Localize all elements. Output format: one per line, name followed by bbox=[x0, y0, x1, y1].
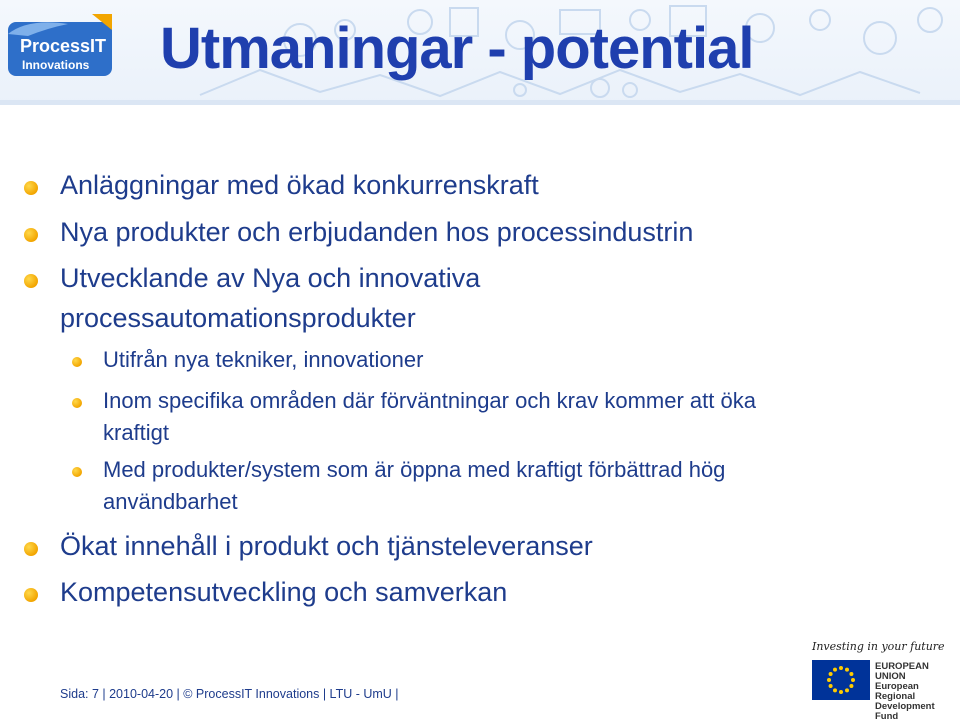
bullet-dot-icon bbox=[24, 274, 38, 288]
sub-bullet-text: Med produkter/system som är öppna med kraftigt förbättrad hög bbox=[103, 457, 726, 482]
eu-text-line: UNION bbox=[875, 671, 906, 682]
bullet-text: Nya produkter och erbjudanden hos processindustrin bbox=[60, 217, 694, 247]
logo-text-line2: Innovations bbox=[22, 58, 90, 72]
sub-bullet-item bbox=[103, 390, 756, 444]
sub-bullet-text-continued: kraftigt bbox=[103, 420, 170, 445]
sub-bullet-text-continued: användbarhet bbox=[103, 489, 238, 514]
processit-logo bbox=[8, 14, 118, 80]
bullet-item bbox=[60, 579, 507, 606]
bullet-dot-icon bbox=[24, 181, 38, 195]
bullet-item bbox=[60, 219, 693, 246]
header-banner bbox=[0, 0, 960, 105]
eu-text-line: Development Fund bbox=[875, 701, 935, 722]
sub-bullet-dot-icon bbox=[72, 398, 82, 408]
slide-footer bbox=[0, 681, 960, 706]
bullet-item bbox=[60, 265, 480, 332]
footer-text: Sida: 7 | 2010-04-20 | © ProcessIT Innovations | LTU - UmU | bbox=[60, 687, 399, 701]
sub-bullet-text: Utifrån nya tekniker, innovationer bbox=[103, 347, 424, 372]
bullet-text: Ökat innehåll i produkt och tjänsteleveranser bbox=[60, 531, 593, 561]
bullet-text: Kompetensutveckling och samverkan bbox=[60, 577, 508, 607]
sub-bullet-dot-icon bbox=[72, 357, 82, 367]
bullet-text: Anläggningar med ökad konkurrenskraft bbox=[60, 170, 539, 200]
bullet-text: Utvecklande av Nya och innovativa bbox=[60, 263, 481, 293]
bullet-item bbox=[60, 533, 593, 560]
sub-bullet-text: Inom specifika områden där förväntningar och krav kommer att öka bbox=[103, 388, 756, 413]
logo-text-line1: ProcessIT bbox=[20, 36, 107, 56]
bullet-item bbox=[60, 172, 539, 199]
eu-text-line: EUROPEAN bbox=[875, 661, 929, 672]
sub-bullet-item bbox=[103, 349, 423, 371]
sub-bullet-dot-icon bbox=[72, 467, 82, 477]
slide-title: Utmaningar - potential bbox=[160, 16, 754, 81]
bullet-dot-icon bbox=[24, 542, 38, 556]
bullet-dot-icon bbox=[24, 588, 38, 602]
bullet-text-continued: processautomationsprodukter bbox=[60, 303, 416, 333]
eu-text-line: European Regional bbox=[875, 681, 919, 702]
eu-tagline: Investing in your future bbox=[812, 640, 945, 653]
bullet-dot-icon bbox=[24, 228, 38, 242]
sub-bullet-item bbox=[103, 459, 725, 513]
